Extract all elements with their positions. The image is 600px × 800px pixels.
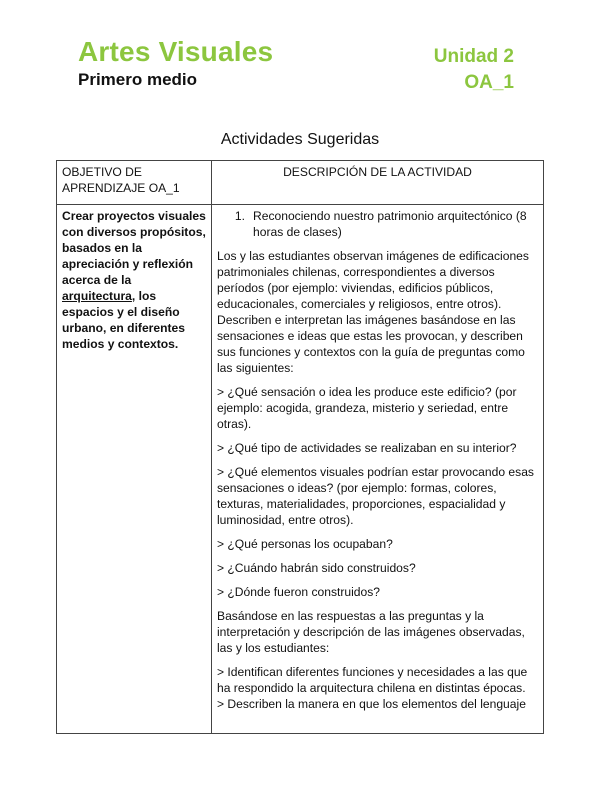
objective-cell bbox=[57, 205, 212, 734]
question-item: > ¿Qué personas los ocupaban? bbox=[217, 537, 393, 551]
objective-underlined-term: arquitectura bbox=[62, 289, 132, 303]
objective-text-end: , los espacios y el diseño urbano, en diferentes medios y contextos. bbox=[62, 289, 185, 351]
question-item: > ¿Qué sensación o idea les produce este edificio? (por ejemplo: acogida, grandeza, misterio y seriedad, entre otras). bbox=[217, 385, 517, 431]
activities-table bbox=[56, 160, 544, 734]
task-item: > Describen la manera en que los elementos del lenguaje bbox=[217, 697, 526, 711]
section-title: Actividades Sugeridas bbox=[220, 131, 380, 148]
question-item: > ¿Qué elementos visuales podrían estar provocando esas sensaciones o ideas? (por ejemplo: formas, colores, texturas, materialidades, proporciones, espacialidad y luminosidad, entre otros). bbox=[217, 465, 534, 527]
objective-column-header: OBJETIVO DE APRENDIZAJE OA_1 bbox=[57, 161, 212, 205]
subject-title: Artes Visuales bbox=[78, 36, 274, 67]
oa-label: OA_1 bbox=[464, 72, 514, 93]
page-header bbox=[78, 36, 514, 93]
objective-text-start: Crear proyectos visuales con diversos propósitos, basados en la apreciación y reflexión acerca de la bbox=[62, 209, 206, 287]
activity-heading bbox=[217, 208, 538, 240]
task-item: > Identifican diferentes funciones y necesidades a las que ha respondido la arquitectura chilena en distintas épocas. bbox=[217, 665, 528, 695]
unit-label: Unidad 2 bbox=[433, 46, 514, 67]
activity-intro: Los y las estudiantes observan imágenes de edificaciones patrimoniales chilenas, correspondientes a diversos períodos (por ejemplo: viviendas, edificios públicos, educacionales, comerciales y religiosos, entre otros). Describen e interpretan las imágenes basándose en las sensaciones e ideas que estas les provocan, y describen sus funciones y contextos con la guía de preguntas como las siguientes: bbox=[217, 249, 529, 375]
description-column-header: DESCRIPCIÓN DE LA ACTIVIDAD bbox=[212, 161, 544, 205]
description-cell bbox=[212, 205, 544, 734]
activity-summary: Basándose en las respuestas a las preguntas y la interpretación y descripción de las imágenes observadas, las y los estudiantes: bbox=[217, 609, 525, 655]
activity-number: 1. bbox=[234, 209, 245, 223]
question-list bbox=[217, 384, 538, 600]
table-header-row bbox=[57, 161, 544, 205]
question-item: > ¿Qué tipo de actividades se realizaban en su interior? bbox=[217, 441, 517, 455]
question-item: > ¿Dónde fueron construidos? bbox=[217, 585, 381, 599]
task-list bbox=[217, 664, 538, 712]
activity-title: Reconociendo nuestro patrimonio arquitectónico (8 horas de clases) bbox=[253, 209, 527, 239]
grade-level: Primero medio bbox=[78, 70, 198, 89]
table-row bbox=[57, 205, 544, 734]
question-item: > ¿Cuándo habrán sido construidos? bbox=[217, 561, 416, 575]
